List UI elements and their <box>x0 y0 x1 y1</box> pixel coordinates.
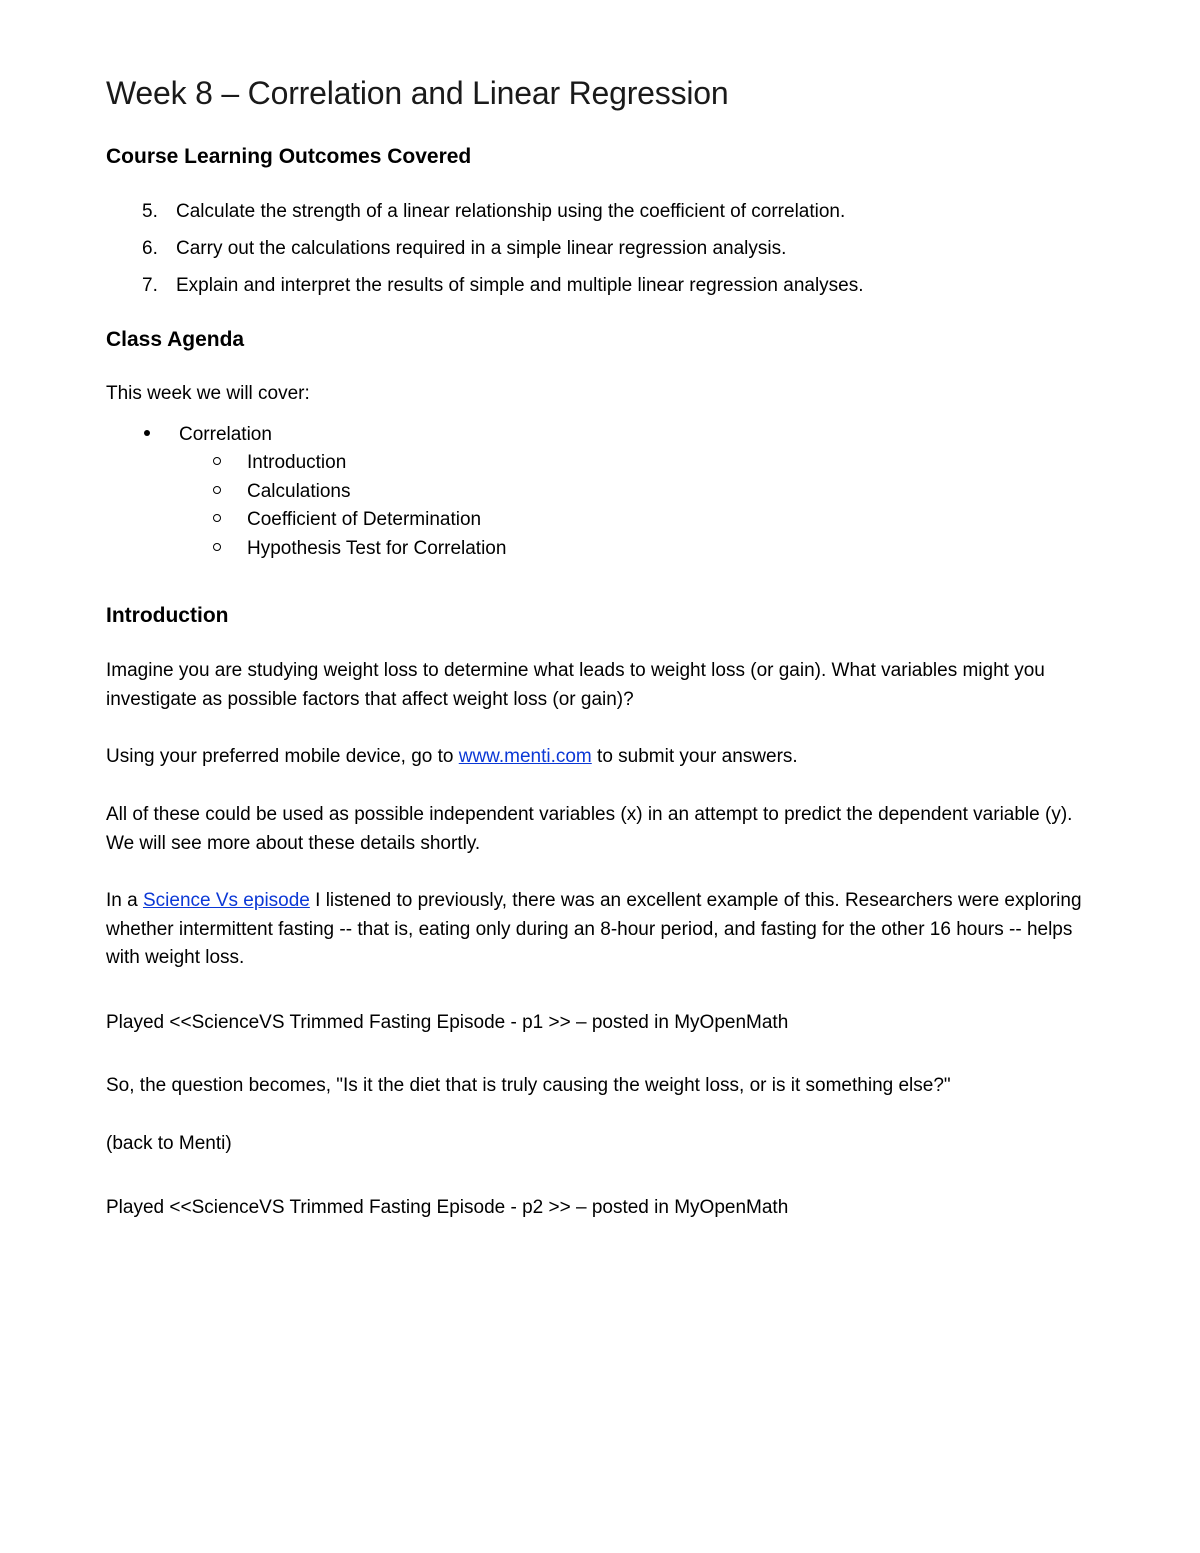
menti-paragraph <box>106 743 1096 772</box>
agenda-heading: Class Agenda <box>106 328 245 351</box>
agenda-subtopic-label: Introduction <box>247 452 347 473</box>
agenda-subtopic-label: Coefficient of Determination <box>247 509 482 530</box>
outcome-item <box>142 199 845 225</box>
agenda-subtopic <box>213 507 481 533</box>
back-to-menti-paragraph: (back to Menti) <box>106 1133 232 1154</box>
bullet-circle-icon <box>213 486 221 494</box>
outcome-number: 6. <box>142 238 158 259</box>
played-p1-paragraph: Played <<ScienceVS Trimmed Fasting Episode - p1 >> – posted in MyOpenMath <box>106 1012 789 1033</box>
agenda-subtopic-label: Hypothesis Test for Correlation <box>247 538 507 559</box>
bullet-circle-icon <box>213 543 221 551</box>
agenda-topic-label: Correlation <box>179 424 272 445</box>
intro-paragraph: Imagine you are studying weight loss to determine what leads to weight loss (or gain). What variables might you investigate as possible factors that affect weight loss (or gain)? <box>106 660 1045 710</box>
variables-paragraph: All of these could be used as possible independent variables (x) in an attempt to predict the dependent variable (y). We will see more about these details shortly. <box>106 804 1073 854</box>
agenda-subtopic-label: Calculations <box>247 481 351 502</box>
outcome-text: Calculate the strength of a linear relationship using the coefficient of correlation. <box>176 201 846 222</box>
outcomes-heading: Course Learning Outcomes Covered <box>106 145 472 168</box>
outcome-item <box>142 236 786 262</box>
science-vs-text-after: I listened to previously, there was an excellent example of this. Researchers were exploring whether intermittent fasting -- that is, eating only during an 8-hour period, and fasting for the other 16 hours -- helps with weight loss. <box>106 890 1082 968</box>
outcome-number: 7. <box>142 275 158 296</box>
science-vs-text-before: In a <box>106 890 143 911</box>
outcome-text: Carry out the calculations required in a simple linear regression analysis. <box>176 238 787 259</box>
agenda-topic <box>106 422 272 448</box>
outcome-number: 5. <box>142 201 158 222</box>
science-vs-paragraph <box>106 887 1096 973</box>
agenda-subtopic <box>213 450 346 476</box>
introduction-heading: Introduction <box>106 604 229 627</box>
menti-text-after: to submit your answers. <box>591 746 798 767</box>
agenda-subtopic <box>213 479 351 505</box>
document-title: Week 8 – Correlation and Linear Regression <box>106 75 729 111</box>
played-p2-paragraph: Played <<ScienceVS Trimmed Fasting Episode - p2 >> – posted in MyOpenMath <box>106 1197 789 1218</box>
bullet-circle-icon <box>213 514 221 522</box>
bullet-circle-icon <box>213 457 221 465</box>
question-paragraph: So, the question becomes, "Is it the diet that is truly causing the weight loss, or is it something else?" <box>106 1075 951 1096</box>
science-vs-link[interactable]: Science Vs episode <box>142 890 310 911</box>
menti-link[interactable]: www.menti.com <box>458 746 592 767</box>
menti-text-before: Using your preferred mobile device, go to <box>106 746 459 767</box>
outcome-item <box>142 273 864 299</box>
agenda-subtopic <box>213 536 506 562</box>
agenda-intro: This week we will cover: <box>106 383 310 404</box>
outcome-text: Explain and interpret the results of simple and multiple linear regression analyses. <box>176 275 864 296</box>
bullet-disc-icon <box>144 430 150 436</box>
